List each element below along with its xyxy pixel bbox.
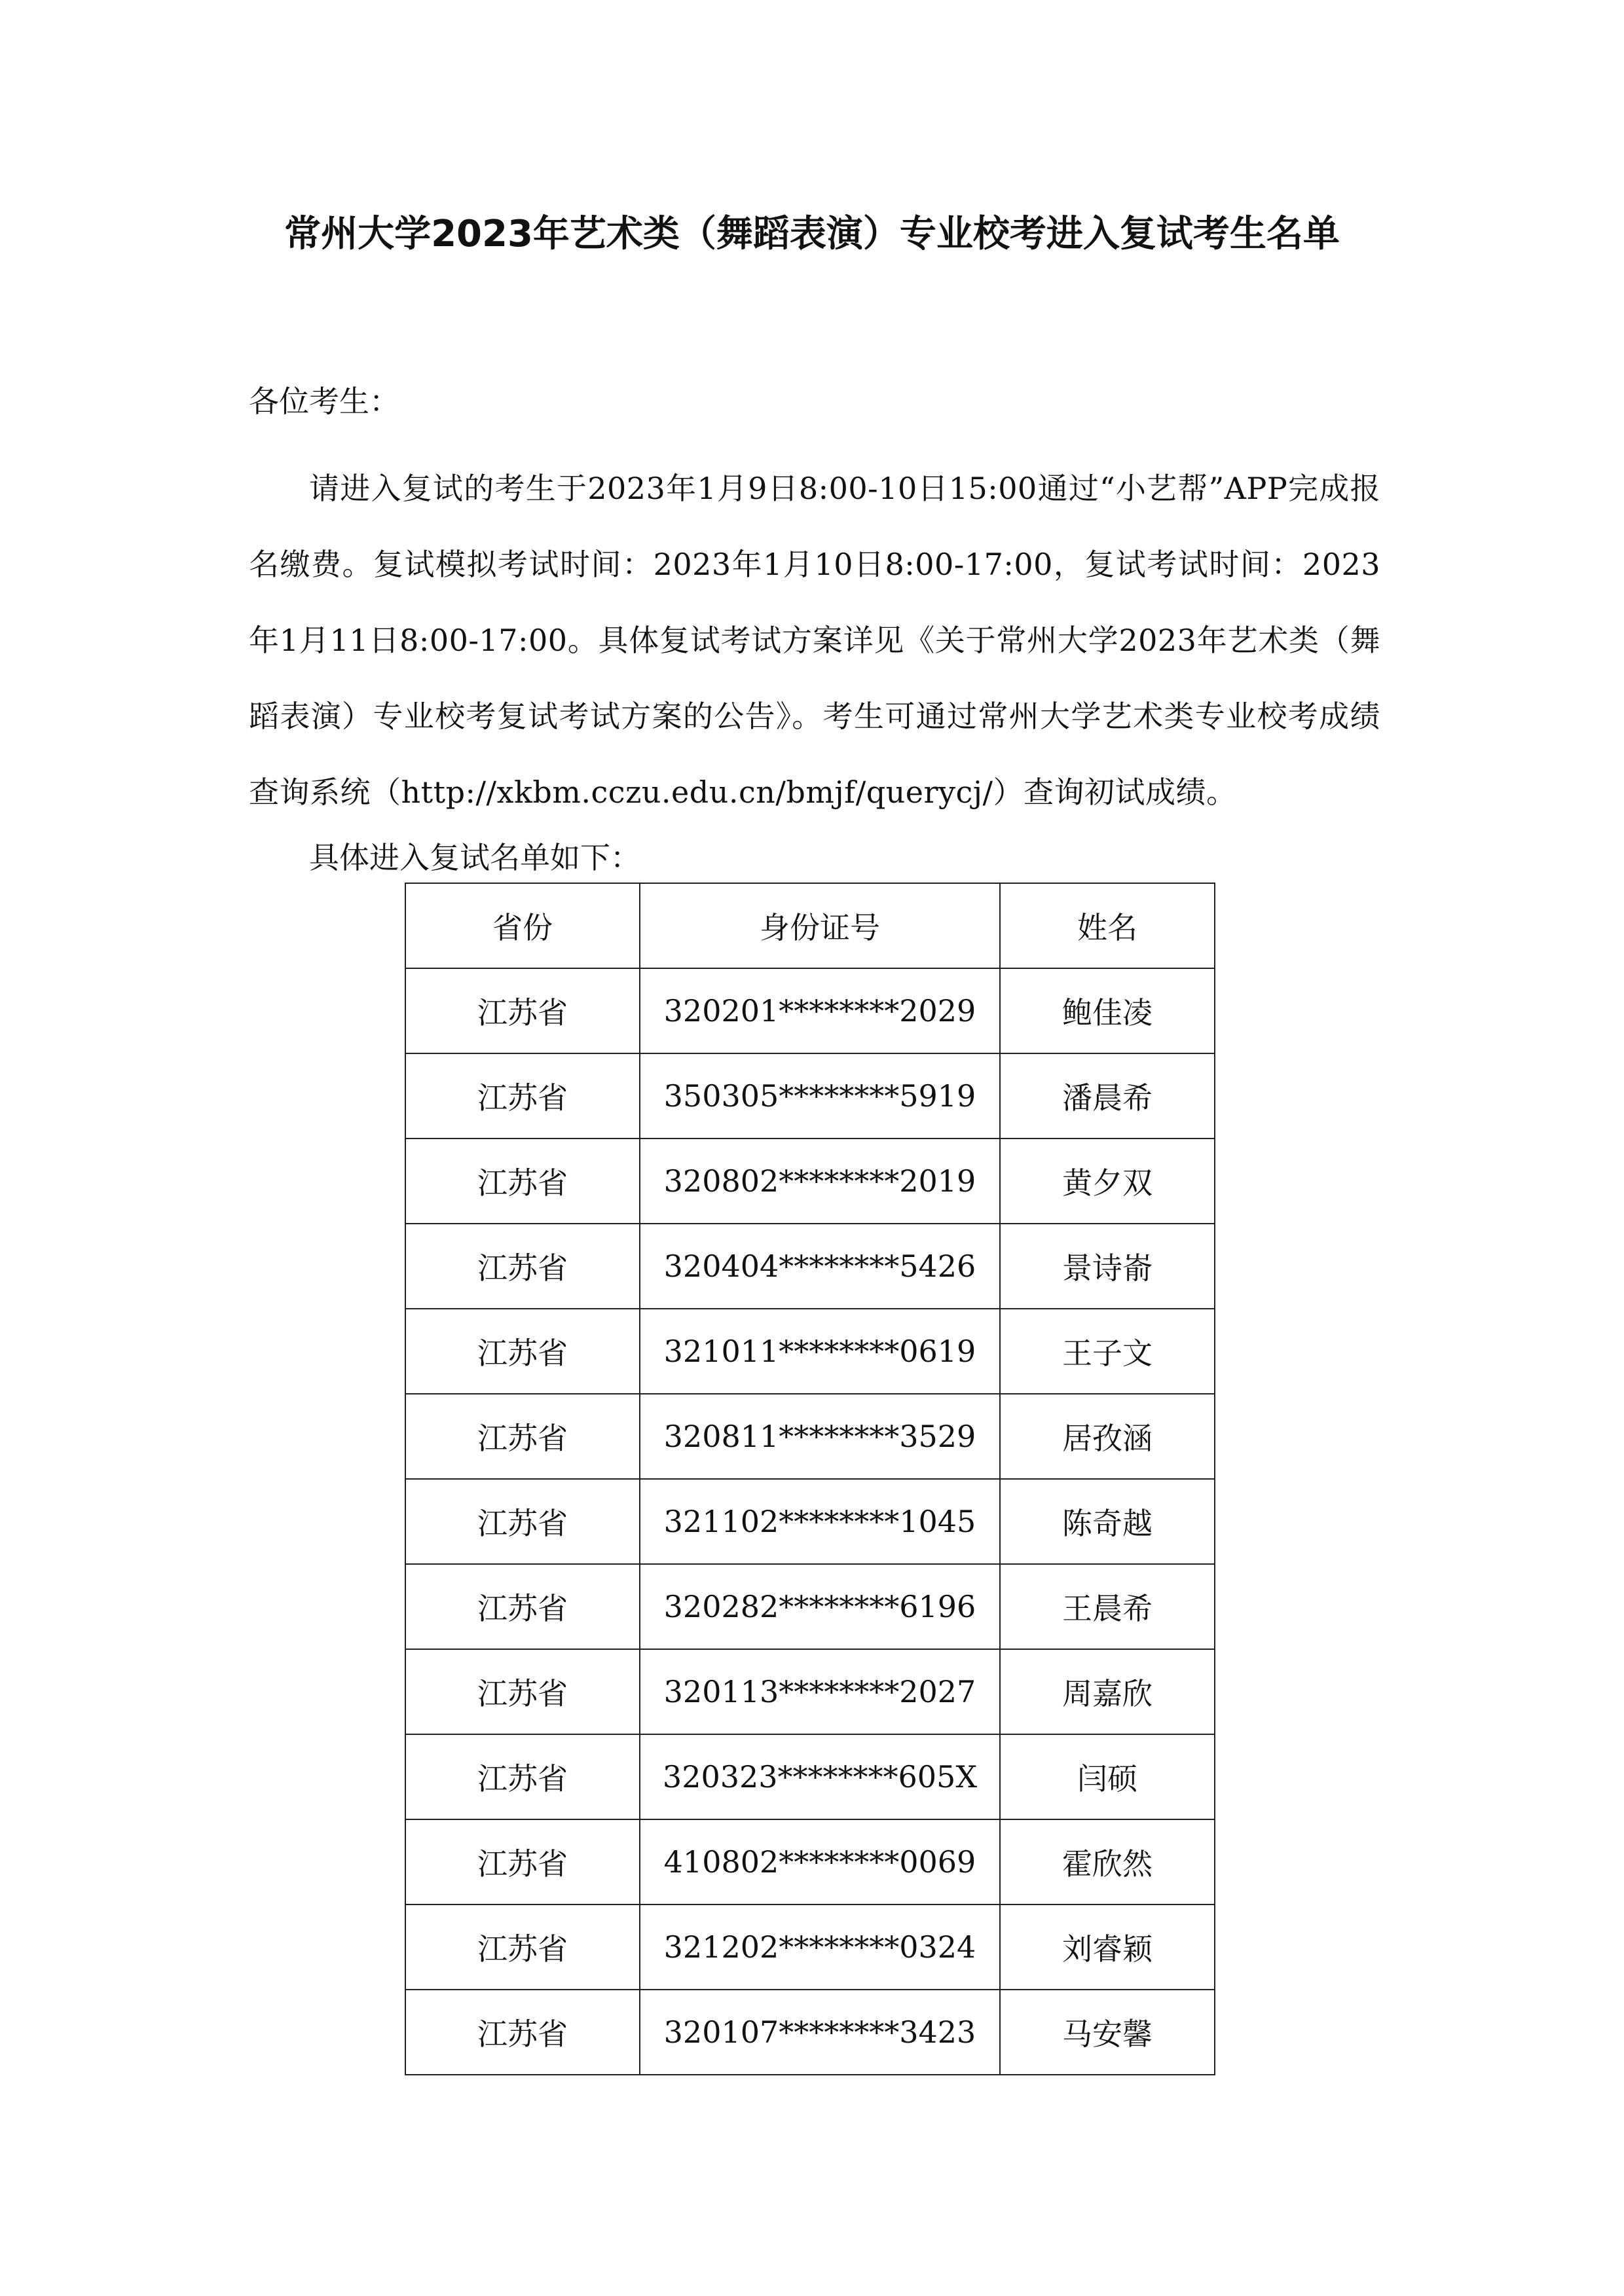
cell-id-number: 320811********3529 [640, 1394, 1000, 1479]
table-row [405, 1819, 1215, 1904]
cell-province: 江苏省 [405, 1479, 640, 1564]
cell-province: 江苏省 [405, 1224, 640, 1309]
table-header-row [405, 883, 1215, 968]
cell-province: 江苏省 [405, 1053, 640, 1139]
table-row [405, 968, 1215, 1053]
cell-province: 江苏省 [405, 1904, 640, 1990]
cell-name: 景诗嵛 [1000, 1224, 1215, 1309]
cell-province: 江苏省 [405, 1309, 640, 1394]
cell-name: 王晨希 [1000, 1564, 1215, 1649]
cell-province: 江苏省 [405, 1734, 640, 1819]
cell-id-number: 321011********0619 [640, 1309, 1000, 1394]
cell-name: 王子文 [1000, 1309, 1215, 1394]
cell-province: 江苏省 [405, 1819, 640, 1904]
cell-name: 马安馨 [1000, 1990, 1215, 2075]
cell-name: 潘晨希 [1000, 1053, 1215, 1139]
table-row [405, 1139, 1215, 1224]
header-id-number: 身份证号 [640, 883, 1000, 968]
cell-province: 江苏省 [405, 1394, 640, 1479]
table-row [405, 1734, 1215, 1819]
page-title: 常州大学2023年艺术类（舞蹈表演）专业校考进入复试考生名单 [284, 213, 1340, 255]
cell-id-number: 320404********5426 [640, 1224, 1000, 1309]
cell-name: 霍欣然 [1000, 1819, 1215, 1904]
table-body [405, 968, 1215, 2075]
cell-id-number: 321102********1045 [640, 1479, 1000, 1564]
table-row [405, 1649, 1215, 1734]
table-row [405, 1990, 1215, 2075]
cell-name: 陈奇越 [1000, 1479, 1215, 1564]
cell-name: 周嘉欣 [1000, 1649, 1215, 1734]
table-row [405, 1564, 1215, 1649]
cell-id-number: 320323********605X [640, 1734, 1000, 1819]
cell-name: 闫硕 [1000, 1734, 1215, 1819]
cell-province: 江苏省 [405, 1564, 640, 1649]
header-name: 姓名 [1000, 883, 1215, 968]
cell-id-number: 350305********5919 [640, 1053, 1000, 1139]
table-row [405, 1479, 1215, 1564]
list-intro: 具体进入复试名单如下： [309, 840, 640, 875]
cell-id-number: 320107********3423 [640, 1990, 1000, 2075]
header-province: 省份 [405, 883, 640, 968]
cell-name: 居孜涵 [1000, 1394, 1215, 1479]
cell-id-number: 410802********0069 [640, 1819, 1000, 1904]
table-row [405, 1394, 1215, 1479]
salutation: 各位考生： [249, 384, 399, 419]
cell-id-number: 320201********2029 [640, 968, 1000, 1053]
cell-id-number: 320113********2027 [640, 1649, 1000, 1734]
table-row [405, 1309, 1215, 1394]
cell-name: 黄夕双 [1000, 1139, 1215, 1224]
cell-province: 江苏省 [405, 1649, 640, 1734]
notice-paragraph: 请进入复试的考生于2023年1月9日8:00-10日15:00通过“小艺帮”APP完成报名缴费。复试模拟考试时间：2023年1月10日8:00-17:00，复试考试时间：2023年1月11日8:00-17:00。具体复试考试方案详见《关于常州大学2023年艺术类（舞蹈表演）专业校考复试考试方案的公告》。考生可通过常州大学艺术类专业校考成绩查询系统（http://xkbm.cczu.edu.cn/bmjf/querycj/）查询初试成绩。 [249, 471, 1380, 810]
cell-id-number: 321202********0324 [640, 1904, 1000, 1990]
cell-id-number: 320802********2019 [640, 1139, 1000, 1224]
table-row [405, 1053, 1215, 1139]
cell-province: 江苏省 [405, 1139, 640, 1224]
cell-name: 刘睿颖 [1000, 1904, 1215, 1990]
table-row [405, 1904, 1215, 1990]
cell-province: 江苏省 [405, 968, 640, 1053]
cell-province: 江苏省 [405, 1990, 640, 2075]
cell-name: 鲍佳凌 [1000, 968, 1215, 1053]
table-row [405, 1224, 1215, 1309]
cell-id-number: 320282********6196 [640, 1564, 1000, 1649]
candidate-table [405, 883, 1215, 2075]
